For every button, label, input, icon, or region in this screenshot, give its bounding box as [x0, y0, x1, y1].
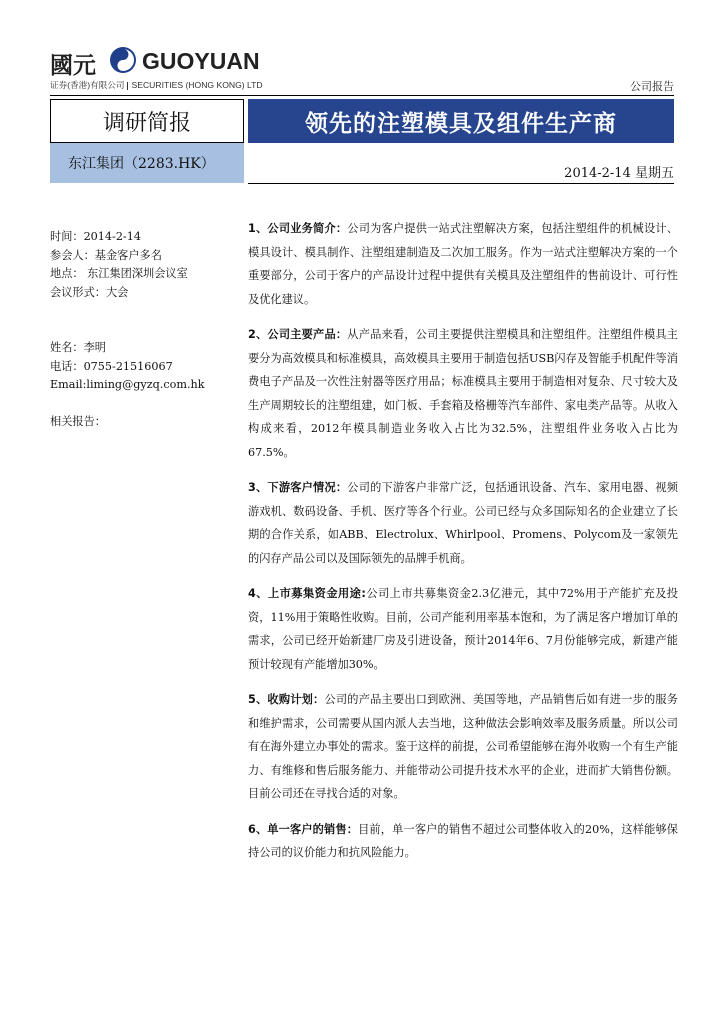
meeting-info-sidebar	[50, 228, 240, 431]
related-reports-label: 相关报告：	[50, 414, 106, 428]
logo-chinese-name: 國元	[50, 52, 96, 79]
section-acquisition-plan: 5、收购计划：公司的产品主要出口到欧洲、美国等地，产品销售后如有进一步的服务和维护需求，公司需要从国内派人去当地，这种做法会影响效率及服务质量。所以公司有在海外建立办事处的需求。鉴于这样的前提，公司希望能够在海外收购一个有生产能力、有维修和售后服务能力、并能带动公司提升技术水平的企业，进而扩大销售份额。目前公司还在寻找合适的对象。	[248, 693, 678, 800]
meeting-location: 地点： 东江集团深圳会议室	[50, 267, 188, 280]
headline-box	[248, 99, 674, 143]
report-type-box	[50, 99, 244, 143]
date-divider	[248, 183, 674, 184]
document-type: 公司报告	[630, 80, 674, 93]
section-single-customer: 6、单一客户的销售：目前，单一客户的销售不超过公司整体收入的20%，这样能够保持公司的议价能力和抗风险能力。	[248, 822, 678, 859]
section-downstream-customers: 3、下游客户情况：公司的下游客户非常广泛，包括通讯设备、汽车、家用电器、视频游戏机、数码设备、手机、医疗等各个行业。公司已经与众多国际知名的企业建立了长期的合作关系，如ABB、Electrolux、Whirlpool、Promens、Polycom及一家领先的闪存产品公司以及国际领先的品牌手机商。	[248, 481, 678, 565]
logo-subtitle-cn: 证券(香港)有限公司	[50, 80, 125, 90]
report-body	[248, 217, 678, 877]
company-box	[50, 143, 244, 183]
analyst-email: Email:liming@gyzq.com.hk	[50, 378, 205, 391]
section-main-products: 2、公司主要产品：从产品来看，公司主要提供注塑模具和注塑组件。注塑组件模具主要分为高效模具和标准模具，高效模具主要用于制造包括USB闪存及智能手机配件等消费电子产品及一次性注射器等医疗用品；标准模具主要用于制造相对复杂、尺寸较大及生产周期较长的注塑组建，如门板、手套箱及格栅等汽车部件、家电类产品等。从收入构成来看，2012年模具制造业务收入占比为32.5%，注塑组件业务收入占比为67.5%。	[248, 328, 678, 459]
meeting-format: 会议形式：大会	[50, 285, 129, 299]
company-name: 东江集团（2283.HK）	[68, 156, 215, 172]
logo-subtitle	[50, 79, 263, 91]
logo-english-name: GUOYUAN	[142, 48, 260, 74]
meeting-time: 时间：2014-2-14	[50, 230, 141, 243]
analyst-name: 姓名：李明	[50, 341, 106, 354]
report-type: 调研简报	[102, 110, 191, 136]
analyst-phone: 电话：0755-21516067	[50, 359, 173, 373]
section-business-overview: 1、公司业务简介：公司为客户提供一站式注塑解决方案，包括注塑组件的机械设计、模具设计、模具制作、注塑组建制造及二次加工服务。作为一站式注塑解决方案的一个重要部分，公司于客户的产品设计过程中提供有关模具及注塑组件的售前设计、可行性及优化建议。	[248, 222, 678, 306]
logo-subtitle-en: SECURITIES (HONG KONG) LTD	[131, 80, 263, 90]
headline: 领先的注塑模具及组件生产商	[305, 109, 617, 137]
report-date: 2014-2-14 星期五	[564, 166, 674, 181]
guoyuan-logo	[50, 45, 263, 97]
guoyuan-emblem-icon	[108, 45, 138, 75]
header-divider	[50, 95, 674, 96]
section-ipo-proceeds: 4、上市募集资金用途:公司上市共募集资金2.3亿港元，其中72%用于产能扩充及投资，11%用于策略性收购。目前，公司产能利用率基本饱和，为了满足客户增加订单的需求，公司已经开始新建厂房及引进设备，预计2014年6、7月份能够完成，新建产能预计较现有产能增加30%。	[248, 587, 678, 671]
meeting-attendees: 参会人：基金客户多名	[50, 248, 162, 262]
